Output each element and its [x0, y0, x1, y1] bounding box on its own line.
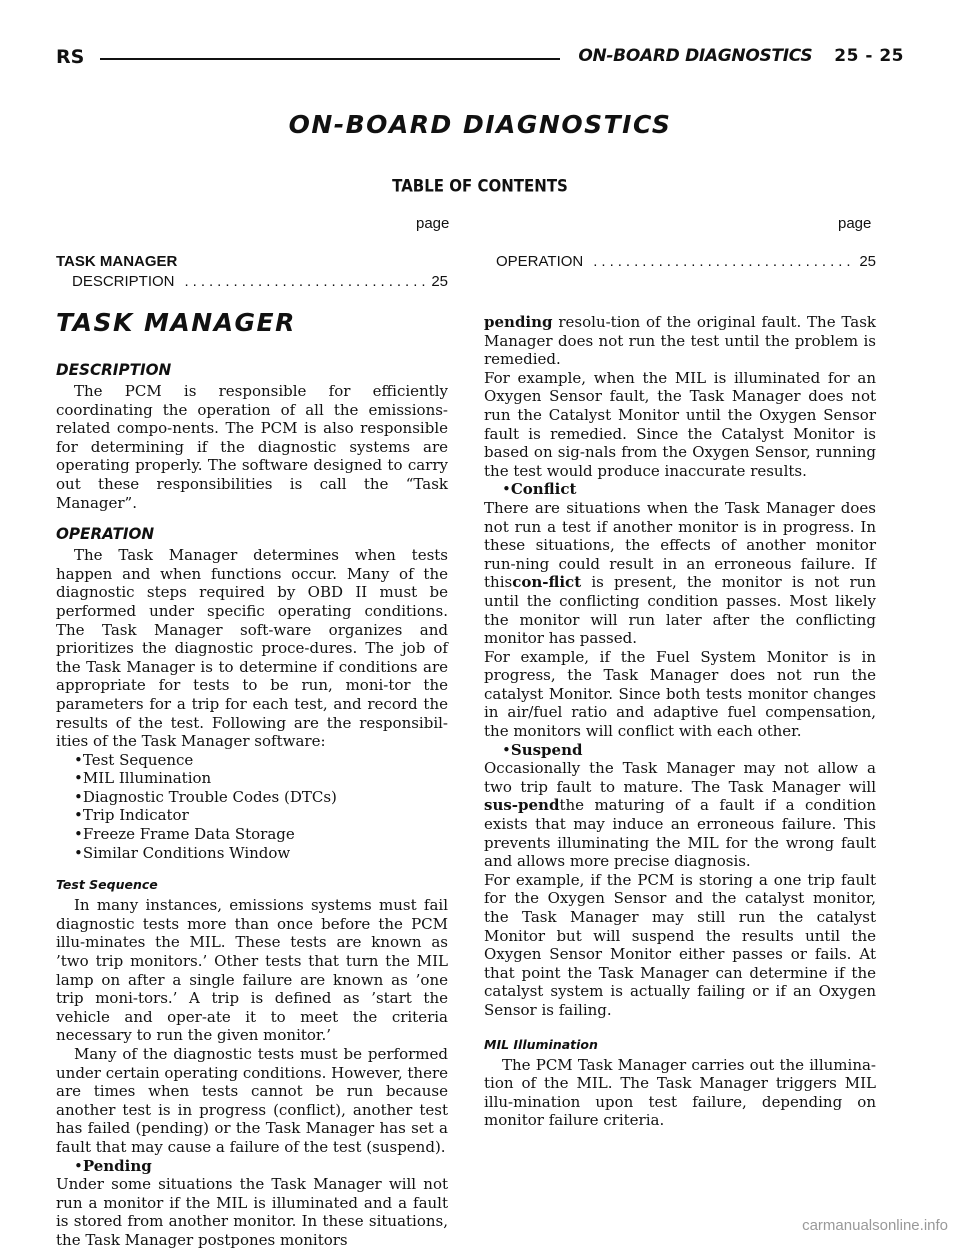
list-item: •Test Sequence: [74, 750, 194, 769]
suspend-label: Suspend: [510, 740, 583, 759]
toc-entry-operation[interactable]: [496, 253, 876, 270]
page-header: [56, 44, 904, 76]
conflict-paragraph: There are situations when the Task Manager does not run a test if another monitor is in progress. In these situations, the effects of another monitor run-ning could result in an erroneous failure. If thiscon-flict is present, the monitor is not run until the conflicting condition passes. Most likely the monitor will run later after the conflicting monitor has passed.: [484, 498, 876, 648]
operation-paragraph: The Task Manager determines when tests happen and when functions occur. Many of the diagnostic steps required by OBD II must be performed under specific operating conditions. The Task Manager soft-ware organizes and prioritizes the diagnostic proce-dures. The job of the Task Manager is to determine if conditions are appropriate for tests to be run, moni-tor the parameters for a trip for each test, and record the results of the test. Following are the responsibil-ities of the Task Manager software:: [56, 546, 448, 751]
suspend-paragraph: Occasionally the Task Manager may not allow a two trip fault to mature. The Task Manager will sus-pendthe maturing of a fault if a condition exists that may induce an erroneous failure. This prevents illuminating the MIL for the wrong fault and allows more precise diagnosis.: [484, 759, 876, 871]
description-heading: DESCRIPTION: [56, 360, 172, 379]
pending-label-line: •Pending: [74, 1156, 152, 1175]
toc-entry-page: 25: [431, 273, 448, 290]
responsibilities-list: [74, 751, 448, 863]
list-item: •Similar Conditions Window: [74, 843, 291, 862]
toc-page-label-right: page: [838, 215, 872, 232]
header-right: [578, 46, 904, 66]
test-sequence-paragraph-1: In many instances, emissions systems must fail diagnostic tests more than once before the PCM illu-minates the MIL. These tests are known as ’two trip monitors.’ Other tests that turn the MIL lamp on after a single failure are known as ’one trip moni-tors.’ A trip is defined as ’start the vehicle and oper-ate it to meet the criteria necessary to run the given monitor.’: [56, 896, 448, 1045]
pending-example: For example, when the MIL is illuminated for an Oxygen Sensor fault, the Task Manager does not run the Catalyst Monitor until the Oxygen Sensor fault is remedied. Since the Catalyst Monitor is based on sig-nals from the Oxygen Sensor, running the test would produce inaccurate results.: [484, 368, 876, 480]
suspend-example: For example, if the PCM is storing a one trip fault for the Oxygen Sensor and the catalyst monitor, the Task Manager may still run the catalyst Monitor but will suspend the results until the Oxygen Sensor Monitor either passes or fails. At that point the Task Manager can determine if the catalyst system is actually failing or if an Oxygen Sensor is failing.: [484, 870, 876, 1019]
suspend-bold: sus-pend: [484, 796, 560, 815]
manual-code: RS: [56, 46, 85, 68]
document-title: ON-BOARD DIAGNOSTICS: [288, 110, 672, 139]
operation-heading: OPERATION: [56, 524, 155, 544]
left-column: [56, 308, 448, 1250]
conflict-bold: con-flict: [512, 573, 582, 592]
conflict-label: Conflict: [510, 480, 577, 499]
pending-paragraph-start: Under some situations the Task Manager will not run a monitor if the MIL is illuminated and a fault is stored from another monitor. In these situations, the Task Manager postpones monitors: [56, 1175, 448, 1249]
suspend-label-line: •Suspend: [502, 740, 583, 759]
toc-leader-dots: [593, 253, 855, 270]
right-column: [484, 313, 876, 1130]
list-item: •Trip Indicator: [74, 806, 189, 825]
header-section-title: ON-BOARD DIAGNOSTICS: [578, 46, 813, 66]
toc-entry-description[interactable]: [72, 273, 448, 290]
footer-watermark[interactable]: carmanualsonline.info: [802, 1217, 948, 1234]
header-rule: [100, 58, 560, 60]
section-title: TASK MANAGER: [56, 308, 296, 337]
list-item: •Freeze Frame Data Storage: [74, 825, 295, 844]
test-sequence-paragraph-2: Many of the diagnostic tests must be performed under certain operating conditions. However, there are times when tests cannot be run because another test is in progress (conflict), another test has failed (pending) or the Task Manager has set a fault that may cause a failure of the test (suspend).: [56, 1045, 448, 1156]
header-page-number: 25 - 25: [834, 46, 904, 66]
conflict-label-line: •Conflict: [502, 480, 577, 499]
list-item: •Diagnostic Trouble Codes (DTCs): [74, 787, 337, 806]
toc-page-label-left: page: [416, 215, 450, 232]
test-sequence-heading: Test Sequence: [56, 877, 158, 893]
toc-leader-dots: [185, 273, 428, 290]
toc-entry-label: OPERATION: [496, 253, 584, 270]
mil-illumination-heading: MIL Illumination: [484, 1036, 598, 1052]
conflict-example: For example, if the Fuel System Monitor is in progress, the Task Manager does not run the catalyst Monitor. Since both tests monitor changes in air/fuel ratio and adaptive fuel compensation, the monitors will conflict with each other.: [484, 647, 876, 741]
pending-bold: pending: [484, 313, 553, 331]
mil-illumination-paragraph: The PCM Task Manager carries out the illumina-tion of the MIL. The Task Manager triggers MIL illu-mination upon test failure, depending on monitor failure criteria.: [484, 1055, 876, 1130]
toc-entry-page: 25: [859, 253, 876, 270]
toc-entry-label: DESCRIPTION: [72, 273, 175, 290]
pending-label: Pending: [82, 1156, 152, 1175]
toc-title: TABLE OF CONTENTS: [392, 176, 568, 196]
toc-heading: TASK MANAGER: [56, 253, 178, 270]
pending-paragraph-end: pending resolu-tion of the original fault. The Task Manager does not run the test until the problem is remedied.: [484, 313, 876, 369]
description-paragraph: The PCM is responsible for efficiently coordinating the operation of all the emissions-related compo-nents. The PCM is also responsible for determining if the diagnostic systems are operating properly. The software designed to carry out these responsibilities is call the “Task Manager”.: [56, 382, 448, 512]
list-item: •MIL Illumination: [74, 769, 212, 788]
